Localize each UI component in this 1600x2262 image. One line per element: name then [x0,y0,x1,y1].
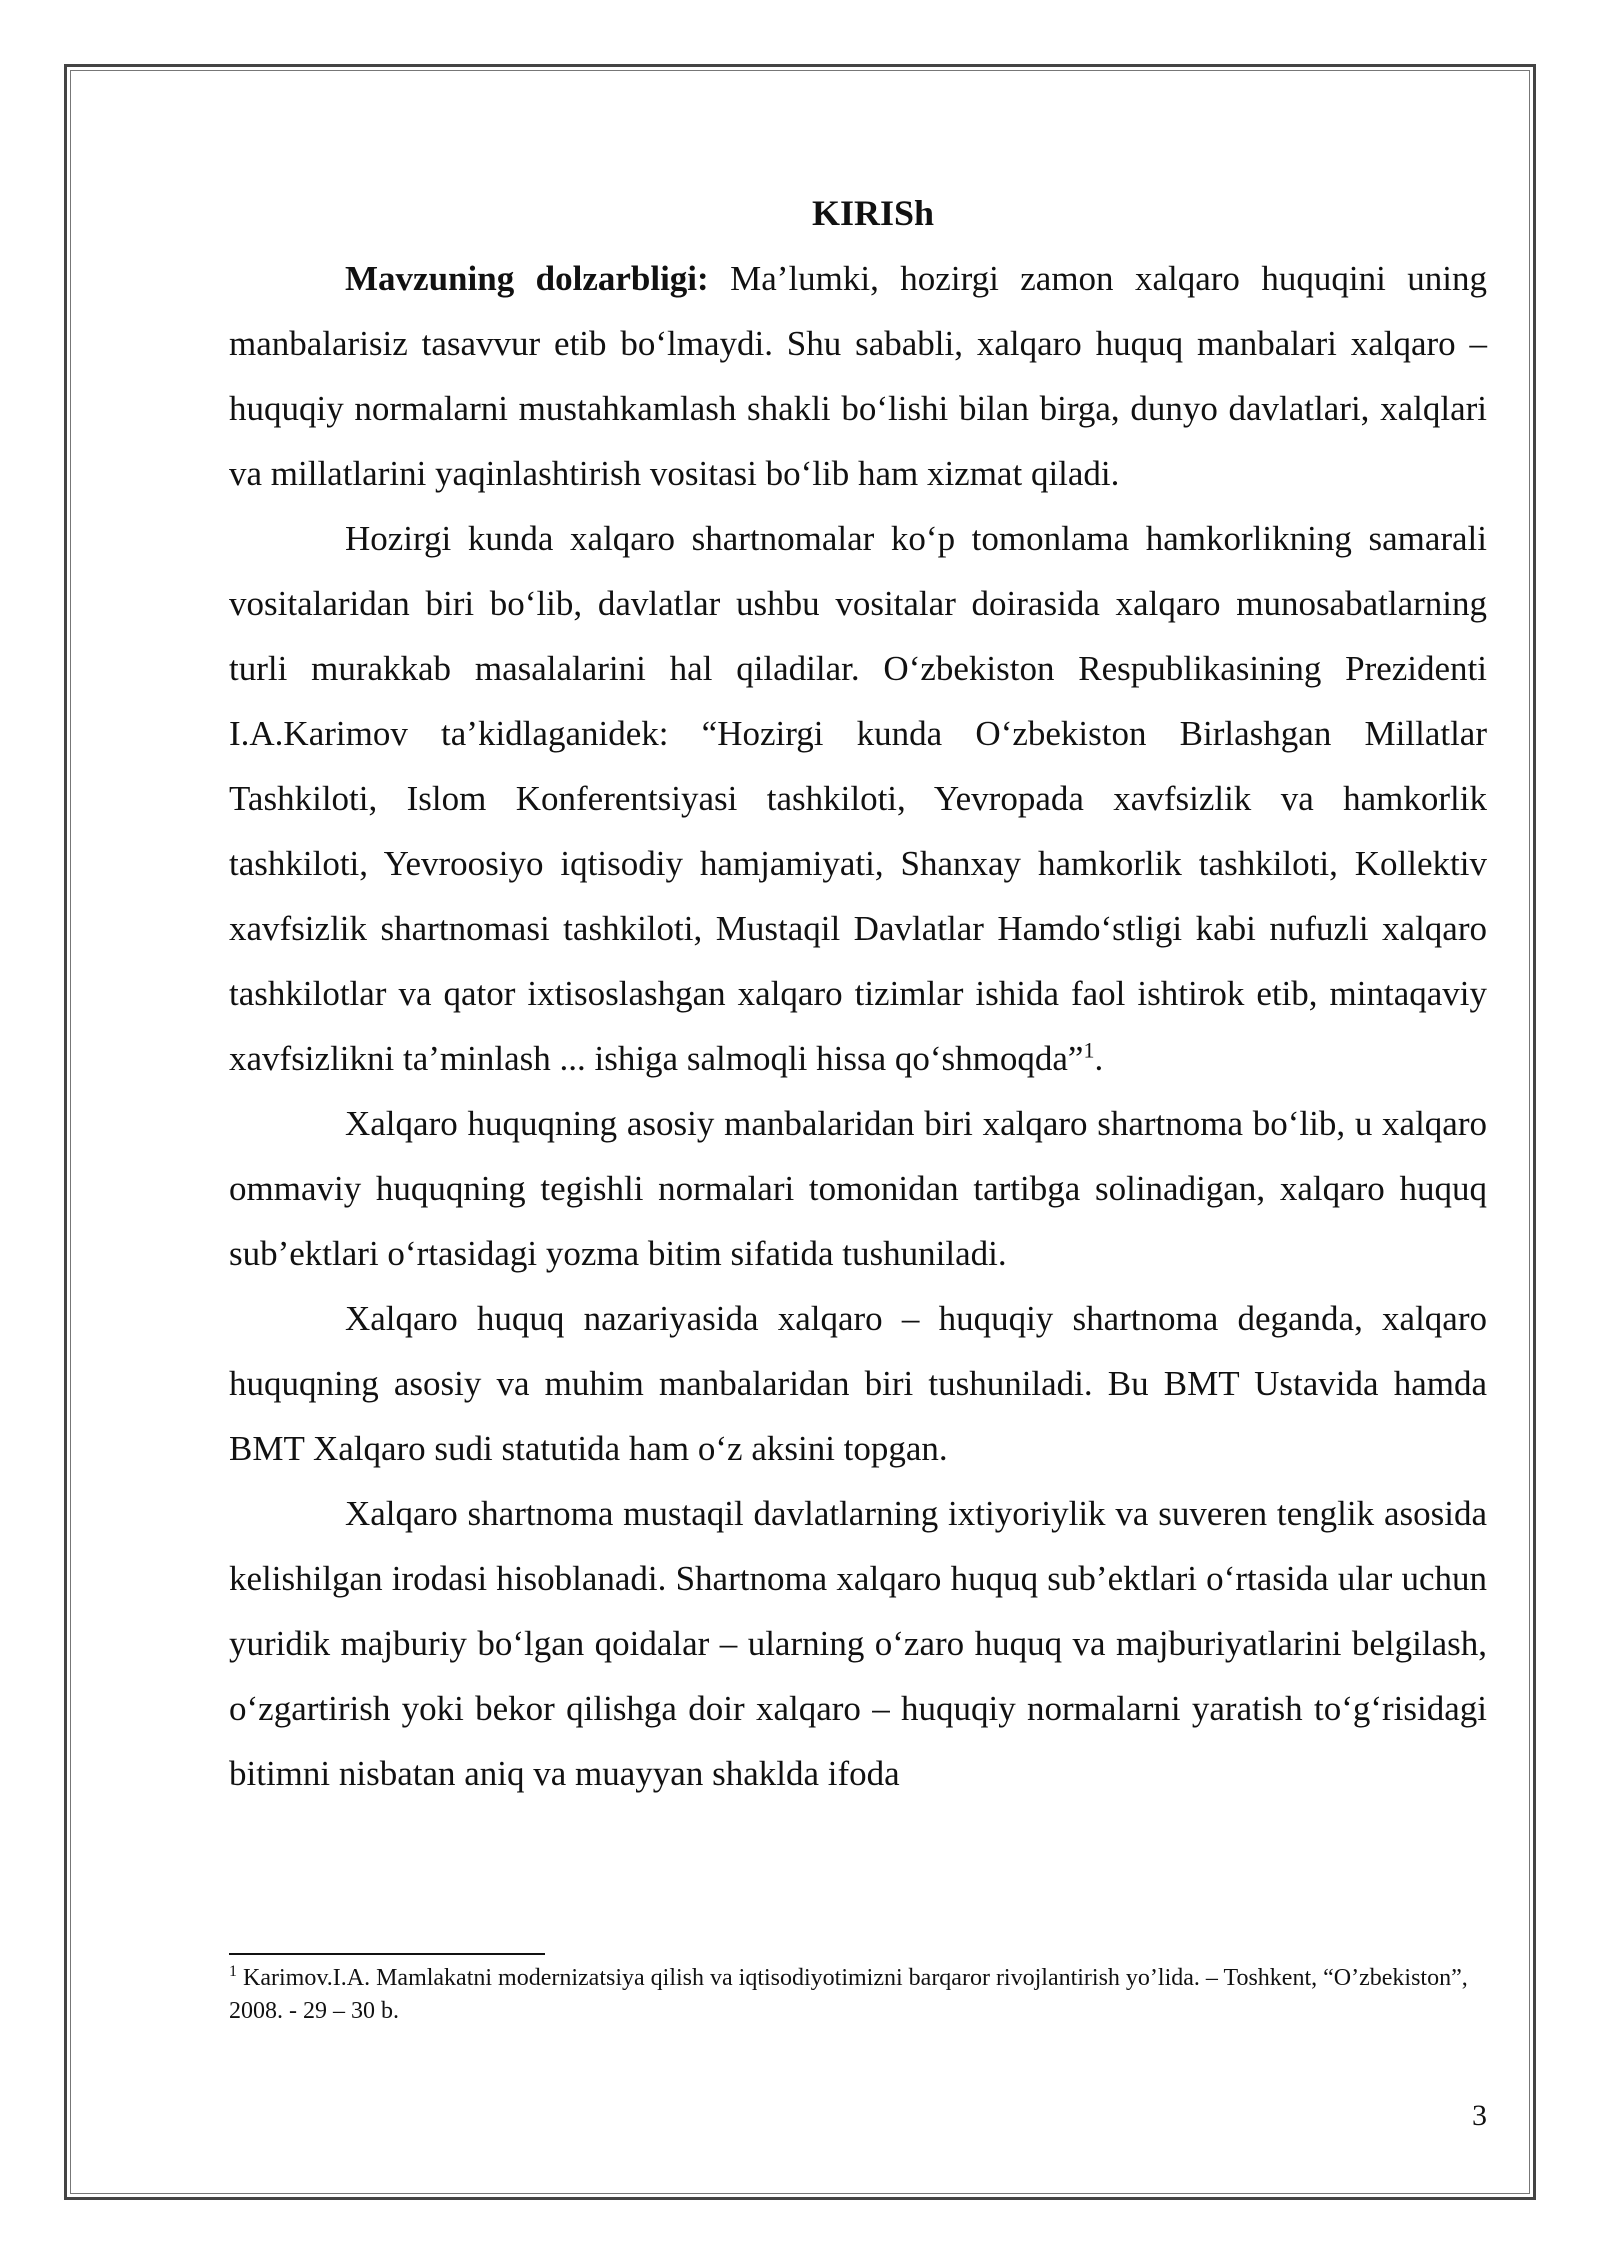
paragraph-text: Xalqaro huquqning asosiy manbalaridan biri xalqaro shartnoma bo‘lib, u xalqaro ommaviy huquqning tegishli normalari tomonidan tartibga solinadigan, xalqaro huquq sub’ektlari o‘rtasidagi yozma bitim sifatida tushuniladi. [229,1104,1487,1273]
page-body [229,180,1487,1806]
page-title: KIRISh [811,193,935,233]
footnote-text: Karimov.I.A. Mamlakatni modernizatsiya qilish va iqtisodiyotimizni barqaror rivojlantirish yo’lida. – Toshkent, “O’zbekiston”, 2008. - 29 – 30 b. [229,1965,1468,2024]
footnote-reference[interactable]: 1 [1083,1037,1095,1063]
paragraph-lead: Mavzuning dolzarbligi: [345,259,709,298]
footnote-separator [229,1953,545,1955]
paragraph-text-end: . [1094,1039,1104,1078]
page-number: 3 [1472,2099,1487,2132]
paragraph-4 [229,1286,1487,1481]
paragraph-text: Ma’lumki, hozirgi zamon xalqaro huquqini uning manbalarisiz tasavvur etib bo‘lmaydi. Shu sababli, xalqaro huquq manbalari xalqaro – huquqiy normalarni mustahkamlash shakli bo‘lishi bilan birga, dunyo davlatlari, xalqlari va millatlarini yaqinlashtirish vositasi bo‘lib ham xizmat qiladi. [229,259,1487,493]
paragraph-1 [229,246,1487,506]
paragraph-text: Xalqaro huquq nazariyasida xalqaro – huquqiy shartnoma deganda, xalqaro huquqning asosiy va muhim manbalaridan biri tushuniladi. Bu BMT Ustavida hamda BMT Xalqaro sudi statutida ham o‘z aksini topgan. [229,1299,1487,1468]
paragraph-2 [229,506,1487,1091]
footnote-mark: 1 [229,1963,237,1980]
paragraph-3 [229,1091,1487,1286]
paragraph-text: Xalqaro shartnoma mustaqil davlatlarning ixtiyoriylik va suveren tenglik asosida kelishilgan irodasi hisoblanadi. Shartnoma xalqaro huquq sub’ektlari o‘rtasida ular uchun yuridik majburiy bo‘lgan qoidalar – ularning o‘zaro huquq va majburiyatlarini belgilash, o‘zgartirish yoki bekor qilishga doir xalqaro – huquqiy normalarni yaratish to‘g‘risidagi bitimni nisbatan aniq va muayyan shaklda ifoda [229,1494,1487,1793]
paragraph-text: Hozirgi kunda xalqaro shartnomalar ko‘p tomonlama hamkorlikning samarali vositalaridan biri bo‘lib, davlatlar ushbu vositalar doirasida xalqaro munosabatlarning turli murakkab masalalarini hal qiladilar. O‘zbekiston Respublikasining Prezidenti I.A.Karimov ta’kidlaganidek: “Hozirgi kunda O‘zbekiston Birlashgan Millatlar Tashkiloti, Islom Konferentsiyasi tashkiloti, Yevropada xavfsizlik va hamkorlik tashkiloti, Yevroosiyo iqtisodiy hamjamiyati, Shanxay hamkorlik tashkiloti, Kollektiv xavfsizlik shartnomasi tashkiloti, Mustaqil Davlatlar Hamdo‘stligi kabi nufuzli xalqaro tashkilotlar va qator ixtisoslashgan xalqaro tizimlar ishida faol ishtirok etib, mintaqaviy xavfsizlikni ta’minlash ... ishiga salmoqli hissa qo‘shmoqda” [229,519,1487,1078]
footnote [229,1962,1487,2028]
paragraph-5 [229,1481,1487,1806]
